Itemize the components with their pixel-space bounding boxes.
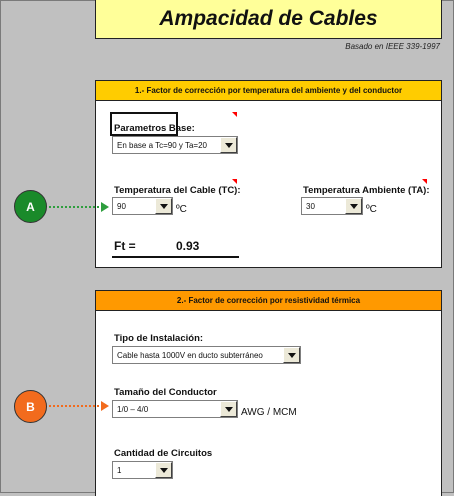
page-subtitle: Basado en IEEE 339-1997	[345, 42, 440, 51]
install-type-label: Tipo de Instalación:	[114, 333, 204, 344]
chevron-down-icon[interactable]	[220, 401, 237, 417]
chevron-down-icon[interactable]	[155, 198, 172, 214]
cable-temp-label: Temperatura del Cable (TC):	[114, 185, 241, 196]
conductor-size-unit: AWG / MCM	[241, 407, 297, 418]
ambient-temp-unit: ºC	[366, 204, 377, 215]
circuits-value: 1	[117, 466, 122, 475]
base-params-value: En base a Tc=90 y Ta=20	[117, 141, 207, 150]
thermal-resistivity-panel	[95, 290, 442, 496]
conductor-size-select[interactable]	[112, 400, 238, 418]
section1-header: 1.- Factor de corrección por temperatura del ambiente y del conductor	[96, 81, 441, 101]
conductor-size-label: Tamaño del Conductor	[114, 387, 217, 398]
callout-b-label: B	[26, 399, 35, 414]
circuits-select[interactable]	[112, 461, 173, 479]
conductor-size-value: 1/0 – 4/0	[117, 405, 149, 414]
chevron-down-icon[interactable]	[345, 198, 362, 214]
comment-indicator-icon[interactable]	[232, 112, 237, 117]
section2-header: 2.- Factor de corrección por resistividad térmica	[96, 291, 441, 311]
arrow-right-icon	[47, 399, 111, 413]
title-banner	[95, 0, 442, 39]
callout-b-badge	[14, 390, 47, 423]
ambient-temp-label: Temperatura Ambiente (TA):	[303, 185, 430, 196]
temperature-factor-panel	[95, 80, 442, 268]
chevron-down-icon[interactable]	[220, 137, 237, 153]
chevron-down-icon[interactable]	[283, 347, 300, 363]
circuits-label: Cantidad de Circuitos	[114, 448, 213, 459]
ambient-temp-value: 30	[306, 202, 315, 211]
base-params-label: Parametros Base:	[114, 123, 195, 134]
cable-temp-value: 90	[117, 202, 126, 211]
callout-a-label: A	[26, 199, 35, 214]
install-type-value: Cable hasta 1000V en ducto subterráneo	[117, 351, 263, 360]
chevron-down-icon[interactable]	[155, 462, 172, 478]
base-params-select[interactable]	[112, 136, 238, 154]
callout-a-badge	[14, 190, 47, 223]
cable-temp-unit: ºC	[176, 204, 187, 215]
ft-value: 0.93	[176, 239, 200, 253]
arrow-right-icon	[47, 200, 111, 214]
comment-indicator-icon[interactable]	[422, 179, 427, 184]
page-title: Ampacidad de Cables	[159, 7, 378, 30]
ft-underline	[112, 256, 239, 258]
install-type-select[interactable]	[112, 346, 301, 364]
ft-label: Ft =	[114, 239, 136, 253]
comment-indicator-icon[interactable]	[232, 179, 237, 184]
cable-temp-select[interactable]	[112, 197, 173, 215]
ambient-temp-select[interactable]	[301, 197, 363, 215]
